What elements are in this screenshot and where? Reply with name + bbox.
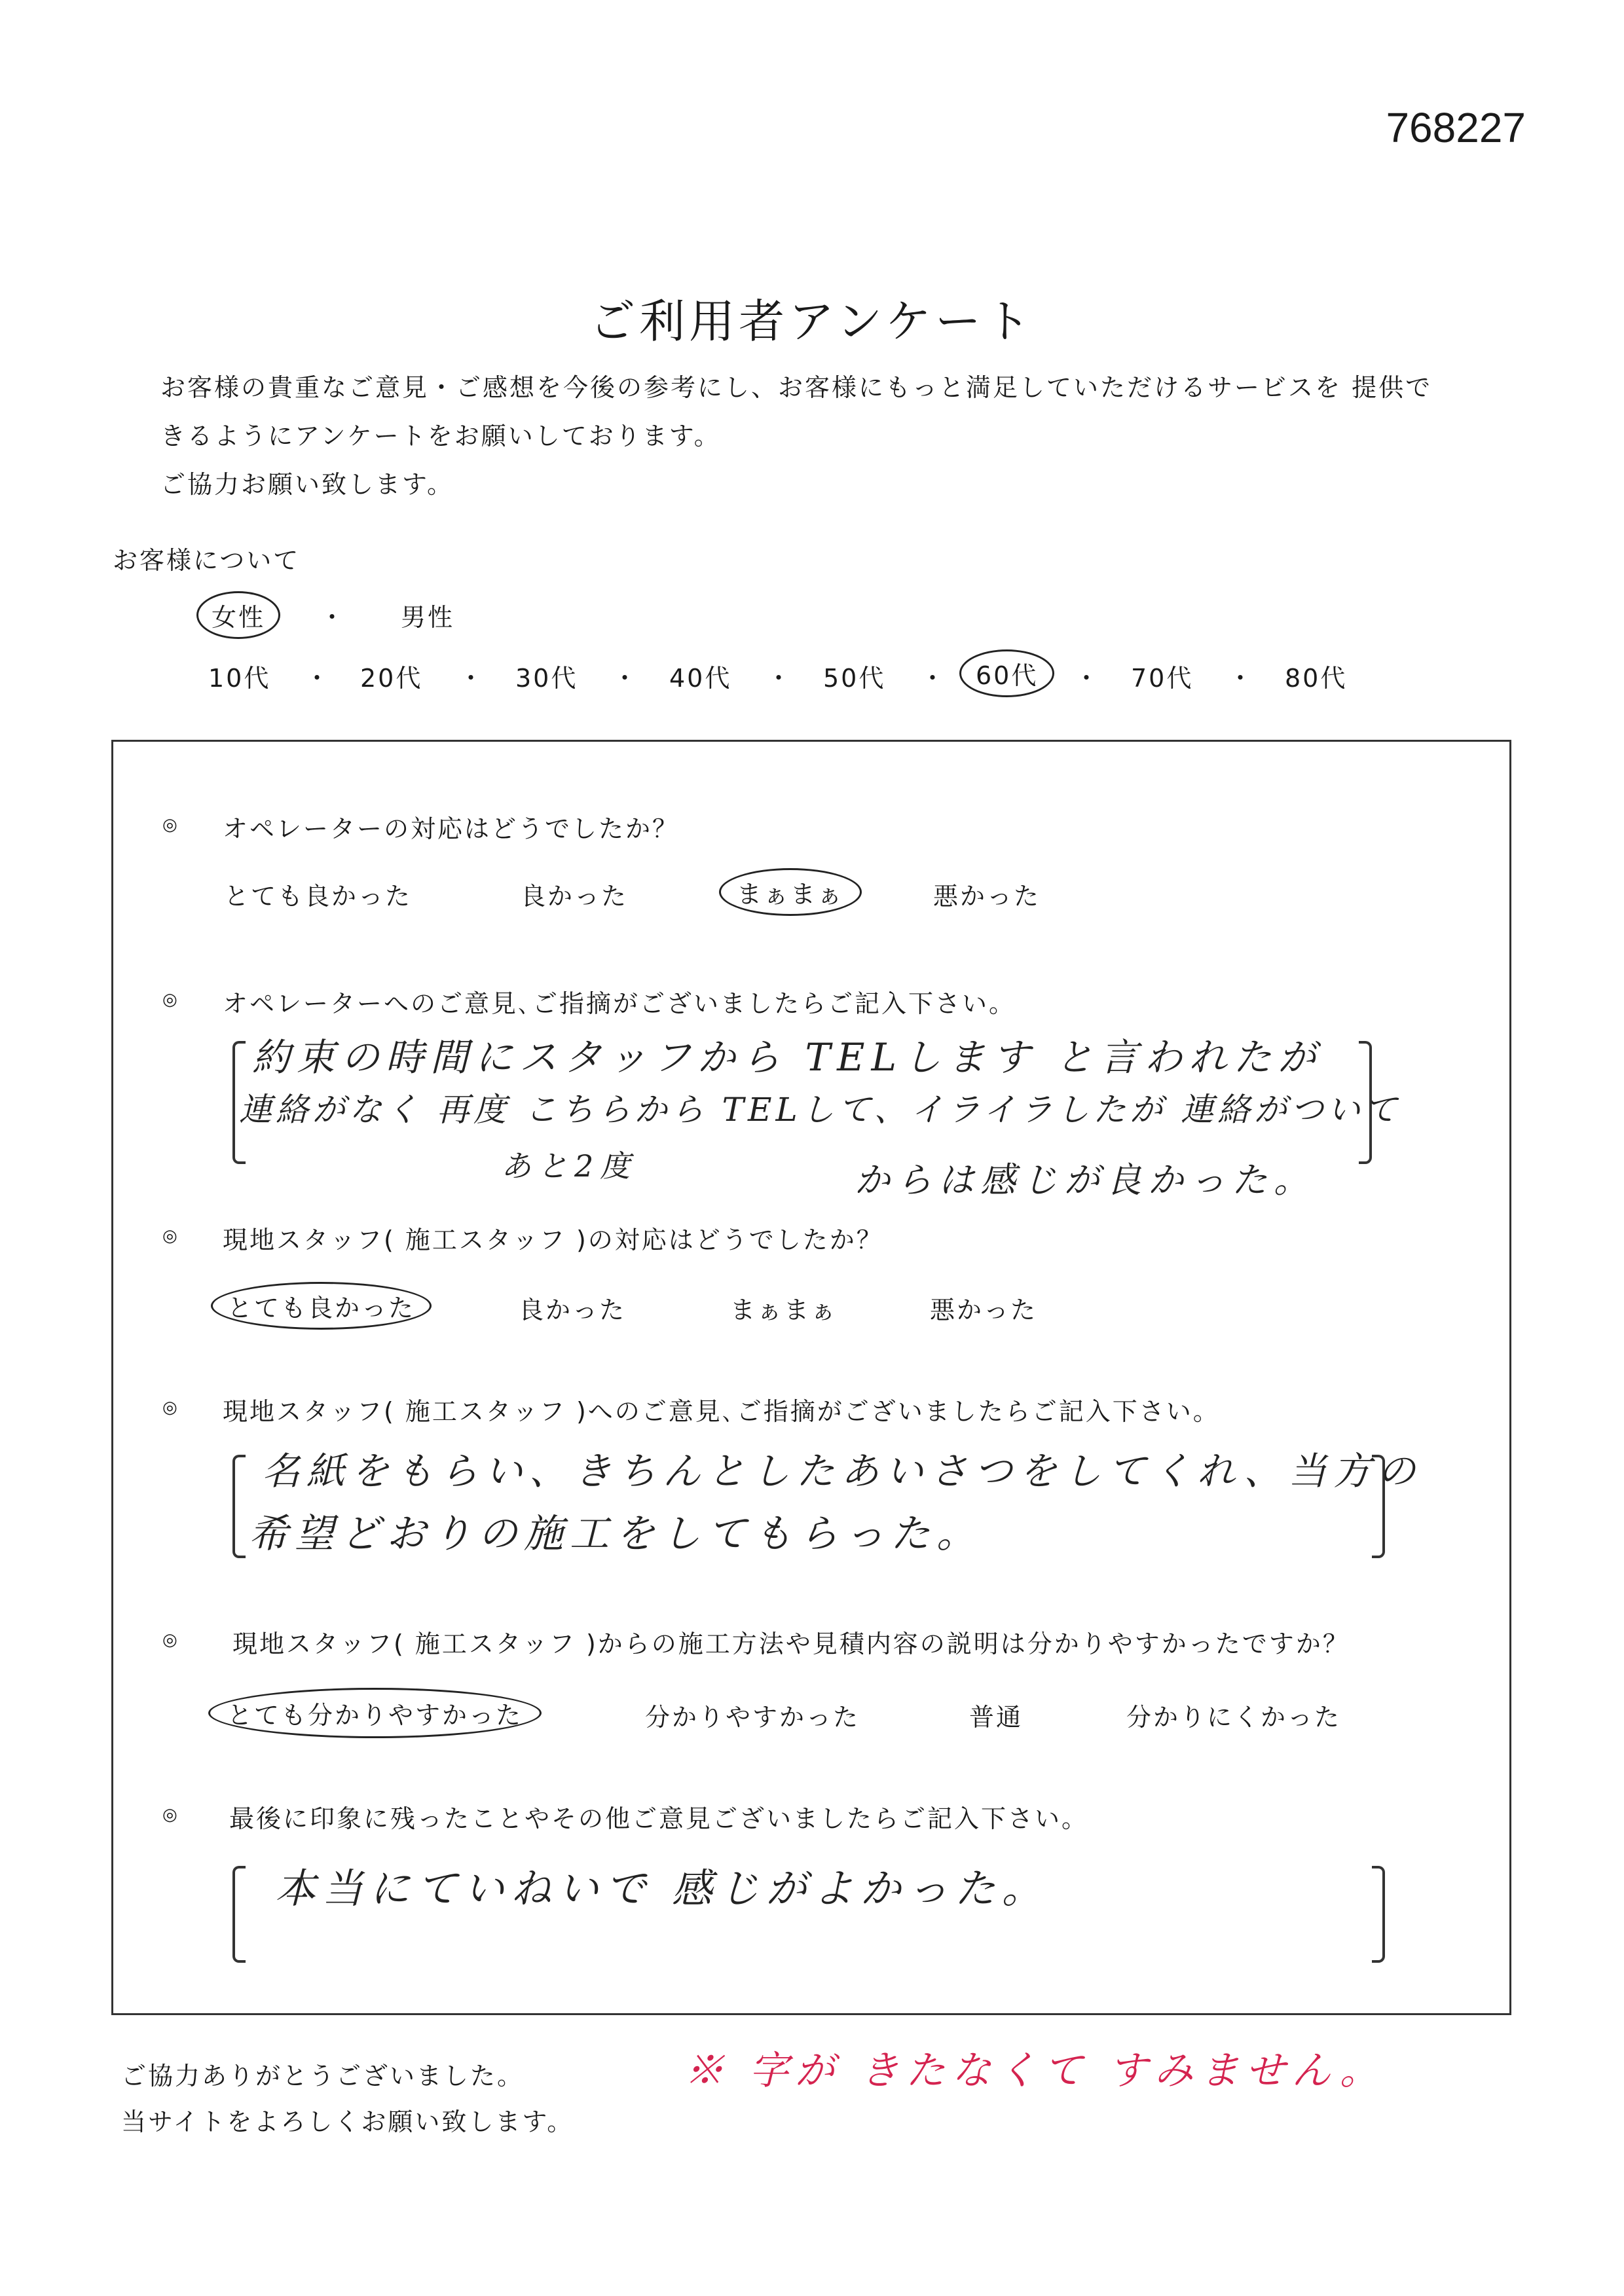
q4-answer-line-2[interactable]: 希望どおりの施工をしてもらった。 — [249, 1511, 982, 1557]
q2-text: オペレーターへのご意見､ご指摘がございましたらご記入下さい。 — [223, 989, 1016, 1018]
age-30s[interactable]: 30代 — [515, 664, 578, 693]
q3-option-so-so[interactable]: まぁまぁ — [730, 1296, 838, 1324]
age-40s[interactable]: 40代 — [669, 664, 732, 693]
intro-line-2: きるようにアンケートをお願いしております。 — [160, 422, 721, 450]
bullet-icon: ◎ — [162, 1805, 177, 1825]
answer-bracket-left — [232, 1455, 246, 1558]
separator: ・ — [320, 603, 345, 632]
q3-text: 現地スタッフ( 施工スタッフ )の対応はどうでしたか？ — [223, 1226, 883, 1254]
q1-option-bad[interactable]: 悪かった — [933, 882, 1041, 911]
q6-answer-line-1[interactable]: 本当にていねいで 感じがよかった。 — [275, 1865, 1049, 1912]
age-10s[interactable]: 10代 — [208, 664, 271, 693]
age-80s[interactable]: 80代 — [1285, 664, 1348, 693]
answer-bracket-left — [232, 1866, 246, 1963]
separator: ・ — [920, 664, 946, 693]
age-50s[interactable]: 50代 — [823, 664, 886, 693]
q3-option-very-good-selected[interactable]: とても良かった — [211, 1282, 432, 1330]
q5-option-clear[interactable]: 分かりやすかった — [645, 1703, 860, 1732]
age-70s[interactable]: 70代 — [1131, 664, 1194, 693]
intro-line-1: お客様の貴重なご意見・ご感想を今後の参考にし、お客様にもっと満足していただけるサービスを 提供で — [160, 373, 1433, 402]
gender-male[interactable]: 男性 — [401, 603, 455, 632]
separator: ・ — [304, 664, 330, 693]
separator: ・ — [1228, 664, 1253, 693]
separator: ・ — [612, 664, 638, 693]
bullet-icon: ◎ — [162, 815, 177, 835]
bullet-icon: ◎ — [162, 1398, 177, 1417]
q4-answer-line-1[interactable]: 名紙をもらい、きちんとしたあいさつをしてくれ、当方の — [262, 1449, 1422, 1493]
separator: ・ — [458, 664, 484, 693]
bullet-icon: ◎ — [162, 990, 177, 1010]
age-60s-selected[interactable]: 60代 — [959, 649, 1054, 697]
intro-text — [160, 363, 1536, 509]
q5-option-very-clear-selected[interactable]: とても分かりやすかった — [208, 1688, 542, 1738]
q5-text: 現地スタッフ( 施工スタッフ )からの施工方法や見積内容の説明は分かりやすかったですか？ — [232, 1630, 1350, 1658]
bullet-icon: ◎ — [162, 1630, 177, 1650]
age-20s[interactable]: 20代 — [360, 664, 423, 693]
q2-answer-line-1[interactable]: 約束の時間にスタッフから TELします と言われたが — [252, 1035, 1323, 1080]
gender-female-selected[interactable]: 女性 — [196, 591, 280, 639]
separator: ・ — [766, 664, 792, 693]
footer-thanks: ご協力ありがとうございました。 — [121, 2062, 525, 2090]
q2-answer-insert: あと2度 — [501, 1148, 637, 1184]
q1-option-good[interactable]: 良かった — [521, 882, 629, 911]
q5-option-normal[interactable]: 普通 — [969, 1703, 1024, 1732]
page-title: ご利用者アンケート — [589, 295, 1035, 348]
q2-answer-line-3[interactable]: からは感じが良かった。 — [855, 1159, 1316, 1201]
q1-option-very-good[interactable]: とても良かった — [224, 882, 413, 911]
q1-option-so-so-selected[interactable]: まぁまぁ — [719, 868, 862, 916]
q5-option-unclear[interactable]: 分かりにくかった — [1126, 1703, 1342, 1732]
bullet-icon: ◎ — [162, 1226, 177, 1246]
separator: ・ — [1074, 664, 1099, 693]
customer-heading: お客様について — [113, 546, 301, 575]
q1-text: オペレーターの対応はどうでしたか？ — [223, 814, 680, 843]
q3-option-good[interactable]: 良かった — [519, 1296, 627, 1324]
q6-text: 最後に印象に残ったことやその他ご意見ございましたらご記入下さい。 — [229, 1804, 1089, 1833]
intro-line-3: ご協力お願い致します。 — [160, 470, 454, 499]
q2-answer-line-2[interactable]: 連絡がなく 再度 こちらから TELして、イライラしたが 連絡がついて — [239, 1091, 1401, 1129]
handwritten-red-note: ※ 字が きたなくて すみません。 — [684, 2048, 1386, 2094]
document-number: 768227 — [1386, 104, 1526, 151]
answer-bracket-right — [1372, 1866, 1385, 1963]
q3-option-bad[interactable]: 悪かった — [930, 1296, 1038, 1324]
footer-closing: 当サイトをよろしくお願い致します。 — [121, 2107, 574, 2136]
q4-text: 現地スタッフ( 施工スタッフ )へのご意見､ご指摘がございましたらご記入下さい。 — [223, 1397, 1220, 1426]
